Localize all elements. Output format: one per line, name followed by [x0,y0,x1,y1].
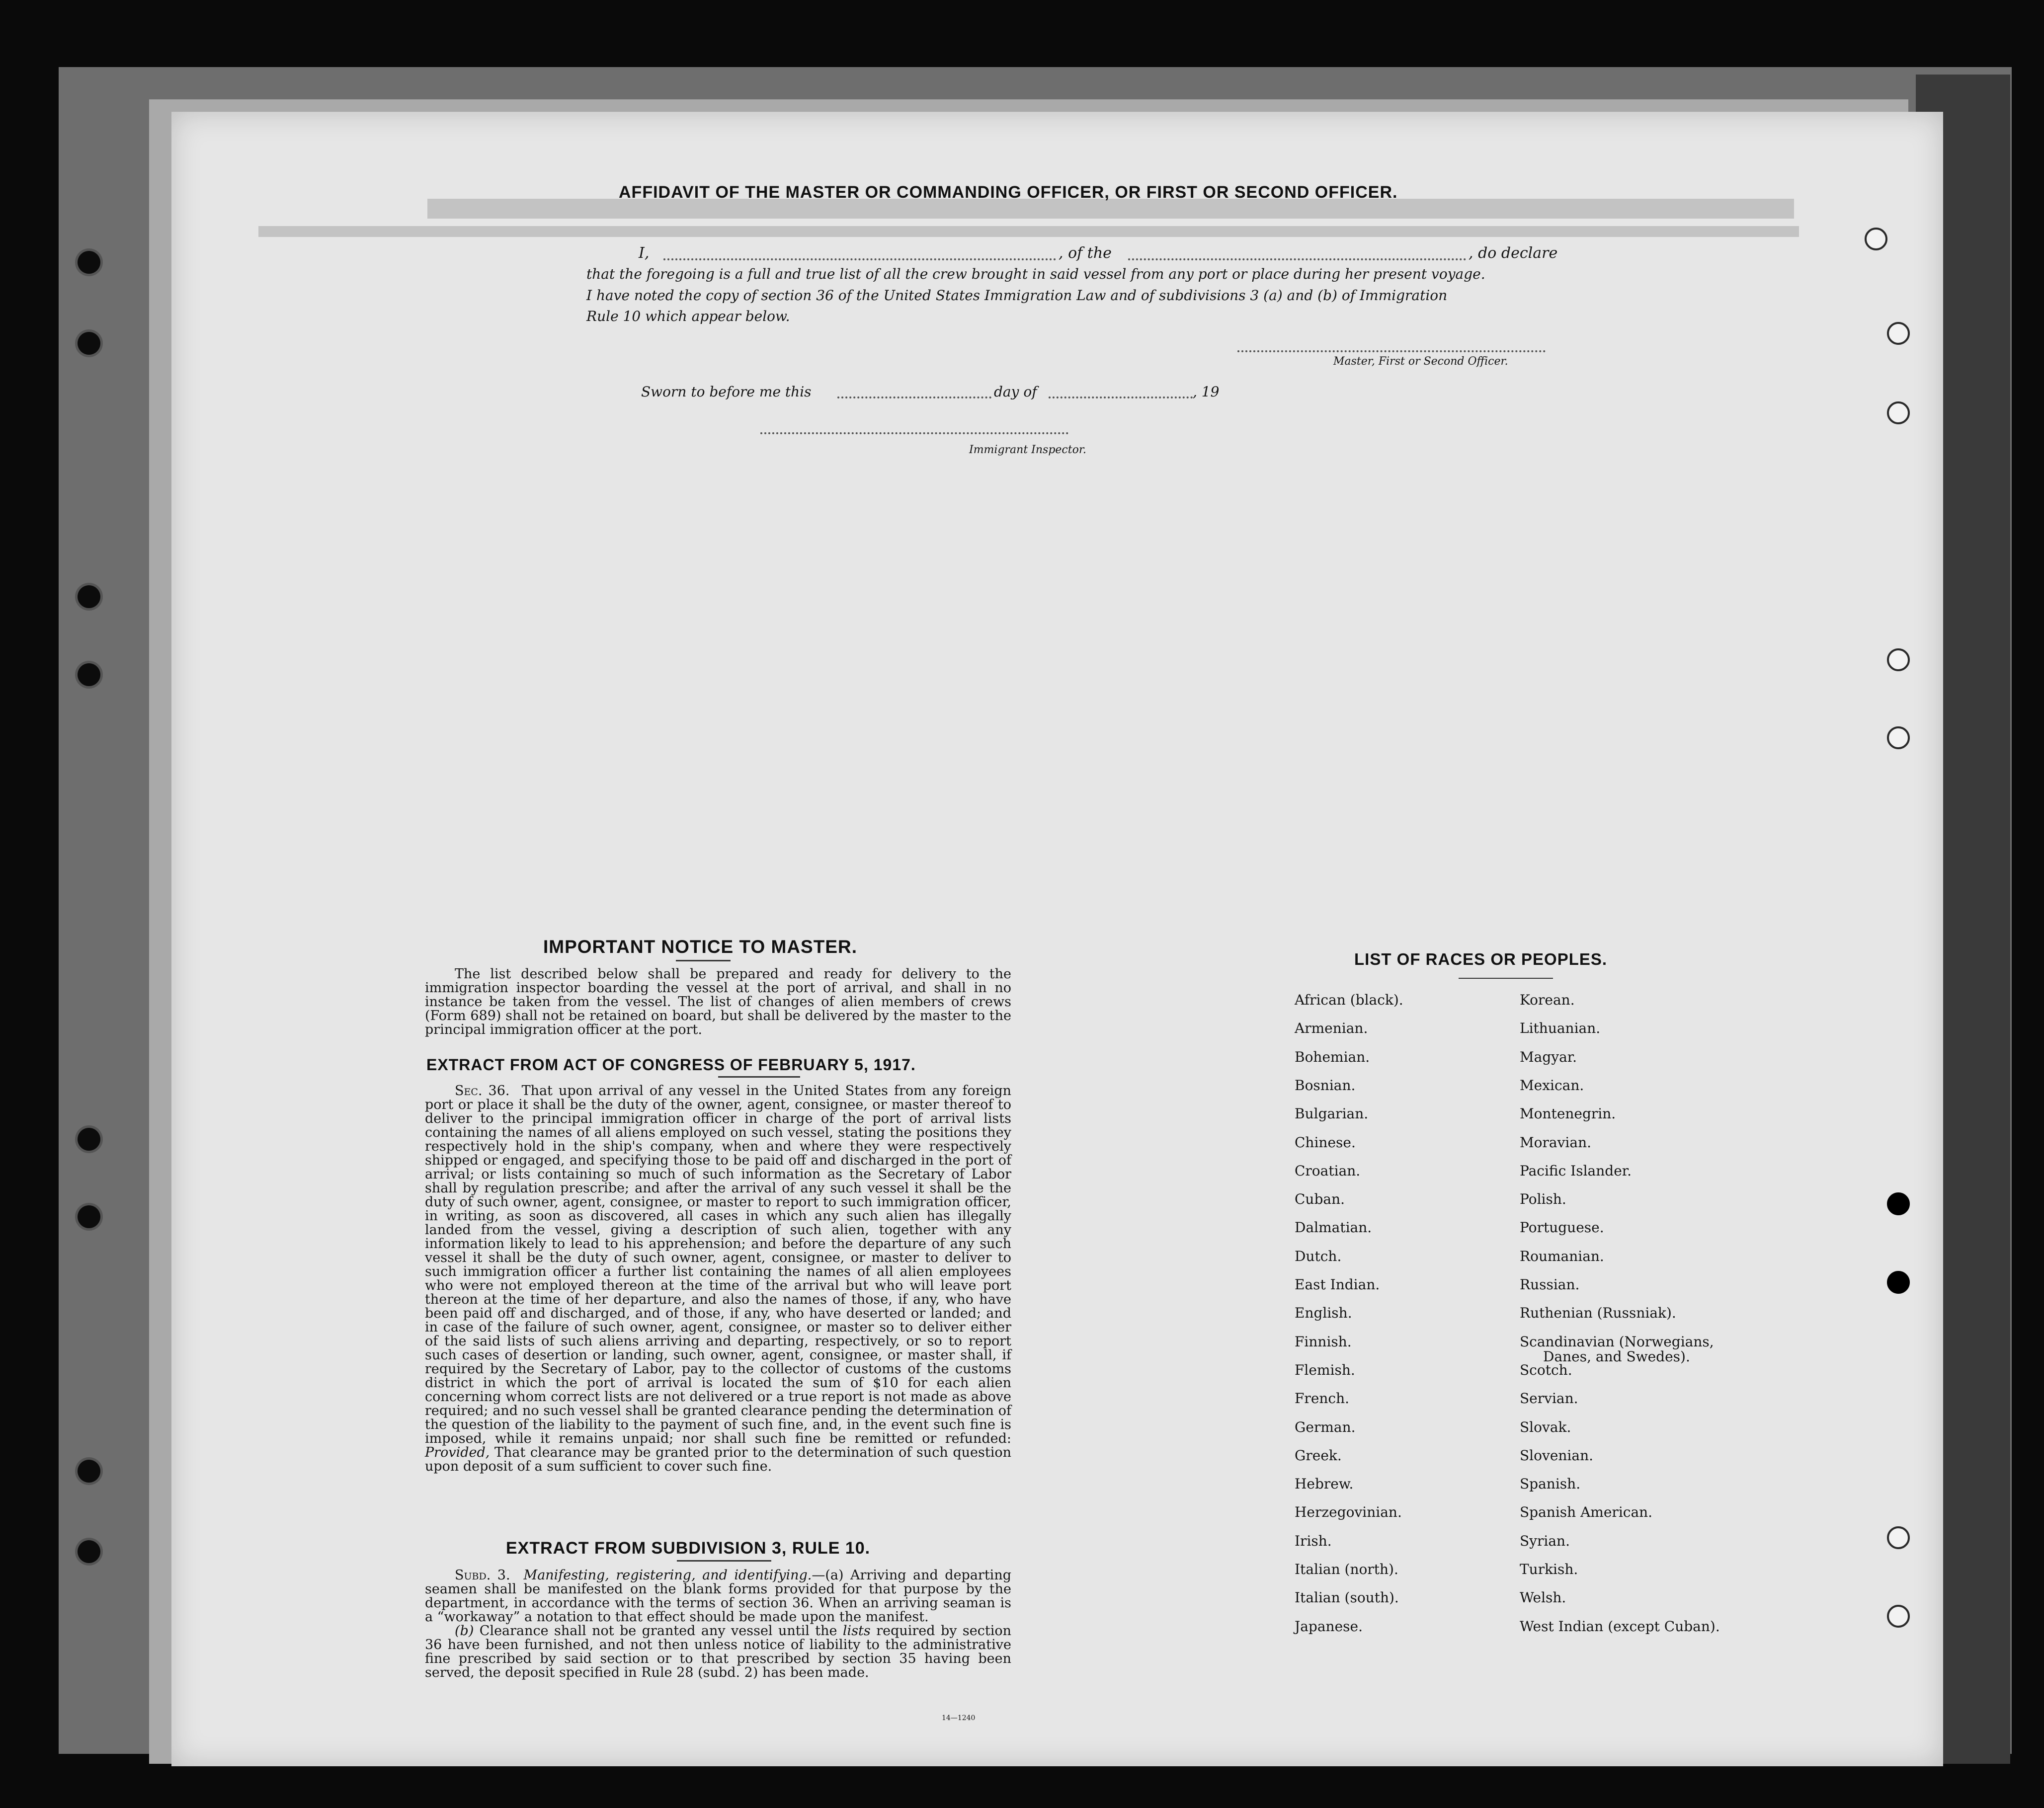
race-item: Servian. [1520,1390,1578,1407]
race-item: Ruthenian (Russniak). [1520,1305,1676,1321]
act-paragraph [425,1084,1011,1474]
rule-subd-label: Subd. 3. [455,1568,510,1583]
binder-hole [78,251,100,274]
affidavit-do-declare: , do declare [1469,244,1558,262]
sworn-day-blank [837,396,991,398]
race-item: Japanese. [1295,1618,1363,1635]
race-item: Moravian. [1520,1134,1592,1151]
affidavit-title: AFFIDAVIT OF THE MASTER OR COMMANDING OFFICER, OR FIRST OR SECOND OFFICER. [619,183,1398,202]
bleed-through [258,226,1799,237]
race-item: Chinese. [1295,1134,1356,1151]
notice-text: The list described below shall be prepared and ready for delivery to the immigration inspector boarding the vessel at the port of arrival, and shall in no instance be taken from the vessel. The list of changes of alien members of crews (Form 689) shall not be retained on board, but shall be delivered by the master to the principal immigration officer at the port. [425,966,1011,1037]
rule-para-a: Arriving and departing seamen shall be manifested on the blank forms provided for that purpose by the department, in accordance with the terms of section 36. When an arriving seaman is a “workaway” a notation to that effect should be made upon the manifest. [425,1568,1011,1625]
race-item: African (black). [1295,992,1403,1008]
act-text: That upon arrival of any vessel in the United States from any foreign port or place it shall be the duty of the owner, agent, consignee, or master thereof to deliver to the principal immigration officer in charge of the port of arrival lists containing the names of all aliens employed on such vessel, stating the positions they respectively hold in the ship's company, when and where they were respectively shipped or engaged, and specifying those to be paid off and discharged in the port of arrival; or lists containing so much of such information as the Secretary of Labor shall by regulation prescribe; and after the arrival of any such vessel it shall be the duty of such owner, agent, consignee, or master to report to such immigration officer, in writing, as soon as discovered, all cases in which any such alien has illegally landed from the vessel, giving a description of such alien, together with any information likely to lead to his apprehension; and before the departure of any such vessel it shall be the duty of such owner, agent, consignee, or master to deliver to such immigration officer a further list containing the names of all alien employees who were not employed thereon at the time of the arrival but who will leave port thereon at the time of her departure, and also the names of those, if any, who have been paid off and discharged, and of those, if any, who have deserted or landed; and in case of the failure of such owner, agent, consignee, or master so to deliver either of the said lists of such aliens arriving and departing, respectively, or so to report such cases of desertion or landing, such owner, agent, consignee, or master shall, if required by the Secretary of Labor, pay to the collector of customs of the customs district in which the port of arrival is located the sum of $10 for each alien concerning whom correct lists are not delivered or a true report is not made as above required; and no such vessel shall be granted clearance pending the determination of the question of the liability to the payment of such fine, and, in the event such fine is imposed, while it remains unpaid; nor shall such fine be remitted or refunded: [425,1083,1011,1446]
race-item: Russian. [1520,1276,1580,1293]
punch-hole [1887,726,1910,749]
race-item: Lithuanian. [1520,1020,1601,1036]
race-item: Mexican. [1520,1077,1584,1094]
race-item: Portuguese. [1520,1219,1604,1236]
act-underline [718,1076,800,1078]
notice-title: IMPORTANT NOTICE TO MASTER. [543,937,858,957]
race-item: Cuban. [1295,1191,1345,1207]
punch-hole [1887,1526,1910,1549]
race-item: Roumanian. [1520,1248,1604,1264]
affidavit-line-2: that the foregoing is a full and true list of all the crew brought in said vessel from any port or place during her present voyage. [586,266,1485,282]
affidavit-line-3: I have noted the copy of section 36 of the United States Immigration Law and of subdivisions 3 (a) and (b) of Immigration [586,287,1448,304]
notice-underline [676,960,731,961]
rule-para-b-label: (b) [455,1623,474,1639]
act-provided: Provided, [425,1445,490,1460]
rule-para-b-lists: lists [842,1623,871,1639]
race-item: Croatian. [1295,1163,1361,1179]
race-item: Herzegovinian. [1295,1504,1402,1520]
act-text-end: That clearance may be granted prior to the determination of such question upon deposit of a sum sufficient to cover such fine. [425,1445,1011,1474]
race-item: Irish. [1295,1533,1332,1549]
race-item: Spanish. [1520,1476,1581,1492]
race-item: Slovenian. [1520,1447,1593,1464]
punch-hole [1887,401,1910,424]
rule-body [425,1569,1011,1680]
act-title: EXTRACT FROM ACT OF CONGRESS OF FEBRUARY 5, 1917. [426,1056,916,1074]
master-signature-label: Master, First or Second Officer. [1333,355,1508,368]
race-item: Montenegrin. [1520,1105,1616,1122]
act-sec-label: Sec. 36. [455,1083,510,1099]
race-item: Pacific Islander. [1520,1163,1632,1179]
race-item: Syrian. [1520,1533,1570,1549]
race-item: Bohemian. [1295,1049,1370,1065]
race-item: Bulgarian. [1295,1105,1369,1122]
rule-para-a-label: —(a) [812,1568,844,1583]
punch-hole [1887,1271,1910,1294]
inspector-label: Immigrant Inspector. [969,444,1086,456]
sworn-month-blank [1049,396,1193,398]
affidavit-i: I, [639,244,650,262]
inspector-signature-line [760,432,1068,434]
race-item: Magyar. [1520,1049,1577,1065]
rule-paragraph-b [425,1624,1011,1680]
race-item: West Indian (except Cuban). [1520,1618,1720,1635]
name-blank [663,258,1056,260]
race-item: Polish. [1520,1191,1566,1207]
race-item: Armenian. [1295,1020,1368,1036]
affidavit-line-4: Rule 10 which appear below. [586,308,790,324]
sworn-day-of: day of [994,384,1037,400]
race-item: English. [1295,1305,1352,1321]
race-item: Dalmatian. [1295,1219,1372,1236]
race-item: Spanish American. [1520,1504,1653,1520]
race-item: Scandinavian (Norwegians, [1520,1334,1714,1350]
rule-para-b-2: required by section 36 have been furnished, and not then unless notice of liability to the administrative fine prescribed by said section or to that prescribed by section 35 having been served, the deposit specified in Rule 28 (subd. 2) has been made. [425,1623,1011,1680]
binder-hole [78,1460,100,1483]
rule-paragraph-a [425,1569,1011,1624]
act-body [425,1084,1011,1474]
manifest-page [171,112,1943,1766]
race-item: Scotch. [1520,1362,1572,1378]
punch-hole [1887,1192,1910,1215]
notice-body [425,967,1011,1037]
sworn-year: , 19 [1193,384,1220,400]
rule-para-b-1: Clearance shall not be granted any vessel until the [479,1623,837,1639]
punch-hole [1865,228,1887,250]
race-item: Korean. [1520,992,1575,1008]
rule-title: EXTRACT FROM SUBDIVISION 3, RULE 10. [506,1539,871,1558]
binder-hole [78,1205,100,1228]
rule-subd-title: Manifesting, registering, and identifying. [523,1568,812,1583]
race-item: Turkish. [1520,1561,1578,1577]
races-title: LIST OF RACES OR PEOPLES. [1354,950,1608,968]
races-underline [1459,978,1553,979]
punch-hole [1887,648,1910,671]
form-number: 14—1240 [942,1714,976,1722]
punch-hole [1887,322,1910,345]
race-item: East Indian. [1295,1276,1380,1293]
race-item: Greek. [1295,1447,1342,1464]
race-item: French. [1295,1390,1350,1407]
binder-hole [78,1540,100,1563]
affidavit-of-the: , of the [1059,244,1112,262]
sworn-text: Sworn to before me this [641,384,812,400]
race-item: German. [1295,1419,1356,1435]
binder-hole [78,663,100,686]
race-item: Dutch. [1295,1248,1342,1264]
race-item: Slovak. [1520,1419,1571,1435]
race-item: Hebrew. [1295,1476,1354,1492]
race-item-continuation: Danes, and Swedes). [1543,1348,1690,1365]
binder-hole [78,585,100,608]
rule-underline [677,1560,771,1562]
race-item: Finnish. [1295,1334,1352,1350]
race-item: Flemish. [1295,1362,1355,1378]
binder-hole [78,1128,100,1151]
race-item: Italian (south). [1295,1589,1399,1606]
race-item: Italian (north). [1295,1561,1398,1577]
master-signature-line [1237,350,1546,352]
vessel-blank [1128,258,1466,260]
race-item: Welsh. [1520,1589,1566,1606]
binder-hole [78,332,100,355]
race-item: Bosnian. [1295,1077,1356,1094]
punch-hole [1887,1605,1910,1628]
